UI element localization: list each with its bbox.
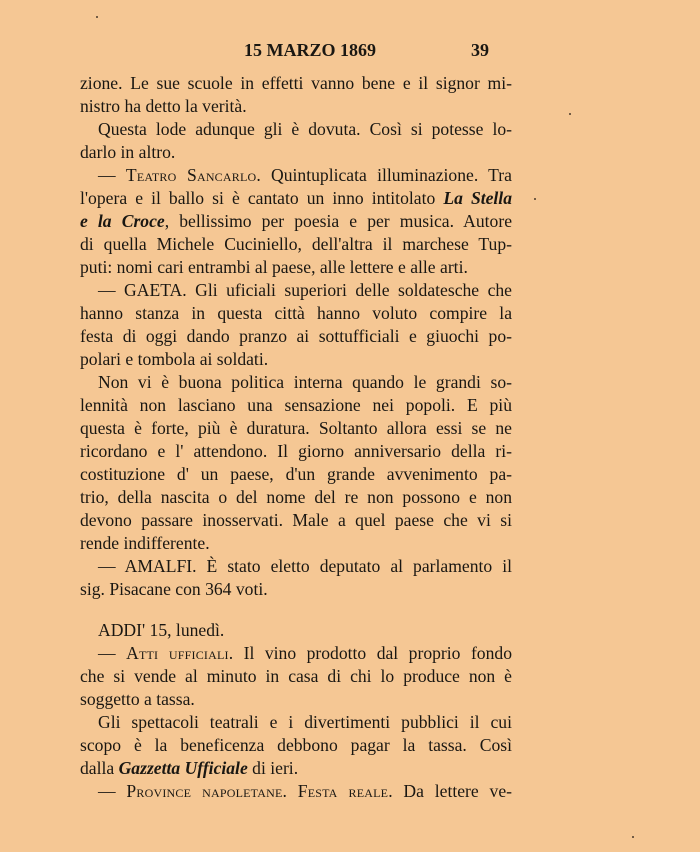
text-line: — GAETA. Gli uficiali superiori delle soldatesche che [98,280,512,300]
text-run: . Quintuplicata illuminazione. Tra [256,165,512,185]
text-line [80,780,512,803]
italic-title: Gazzetta Ufficiale [118,758,248,778]
speck [632,836,634,838]
text-line: Questa lode adunque gli è dovuta. Così si potesse lo- [98,119,512,139]
page-number: 39 [471,40,489,60]
speck [534,198,536,200]
text-line [80,187,512,210]
text-line [80,164,512,187]
text-line: ricordano e l' attendono. Il giorno anniversario della ri- [80,441,512,461]
text-line: scopo è la beneficenza debbono pagar la tassa. Così [80,735,512,755]
text-line: zione. Le sue scuole in effetti vanno bene e il signor mi- [80,73,512,93]
speck [96,16,98,18]
text-line: costituzione d' un paese, d'un grande avvenimento pa- [80,464,512,484]
body-text [80,72,512,803]
text-run: . Il vino prodotto dal proprio fondo [228,643,512,663]
italic-title: La Stella [443,188,512,208]
small-caps-heading: Festa reale [297,781,389,801]
italic-title: e la Croce [80,211,165,231]
text-line: puti: nomi cari entrambi al paese, alle lettere e alle arti. [80,257,468,277]
text-line: hanno stanza in questa città hanno voluto compire la [80,303,512,323]
text-run: — [98,781,127,801]
text-line: questa è forte, più è duratura. Soltanto allora essi se ne [80,418,512,438]
text-run: di ieri. [247,758,299,778]
text-line: polari e tombola ai soldati. [80,349,269,369]
speck [569,113,571,115]
small-caps-heading: Teatro Sancarlo [125,165,257,185]
text-line: che si vende al minuto in casa di chi lo produce non è [80,666,512,686]
text-line: lennità non lasciano una sensazione nei popoli. E più [80,395,512,415]
text-line: Gli spettacoli teatrali e i divertimenti pubblici il cui [98,712,512,732]
text-line: rende indifferente. [80,533,210,553]
text-run: l'opera e il ballo si è cantato un inno intitolato [80,188,444,208]
text-line: nistro ha detto la verità. [80,96,247,116]
text-line [80,210,512,233]
text-line [80,642,512,665]
text-line: Non vi è buona politica interna quando le grandi so- [98,372,512,392]
text-line: ADDI' 15, lunedì. [98,620,225,640]
text-line: trio, della nascita o del nome del re non possono e non [80,487,512,507]
small-caps-heading: Atti ufficiali [126,643,229,663]
text-line: festa di oggi dando pranzo ai sottufficiali e giuochi po- [80,326,512,346]
text-run: . Da lettere ve- [388,781,512,801]
text-line [80,757,512,780]
text-line: devono passare inosservati. Male a quel paese che vi si [80,510,512,530]
header-date: 15 MARZO 1869 [244,40,376,60]
section-gap [80,601,512,619]
text-run: — [98,643,127,663]
text-run: , bellissimo per poesia e per musica. Autore [164,211,513,231]
text-line: — AMALFI. È stato eletto deputato al parlamento il [98,556,512,576]
page-header [0,40,700,64]
text-run: . [282,781,298,801]
small-caps-heading: Province napoletane [126,781,283,801]
text-run: dalla [80,758,119,778]
text-line: sig. Pisacane con 364 voti. [80,579,268,599]
text-line: di quella Michele Cuciniello, dell'altra il marchese Tup- [80,234,512,254]
text-line: darlo in altro. [80,142,176,162]
text-line: soggetto a tassa. [80,689,195,709]
text-run: — [98,165,126,185]
